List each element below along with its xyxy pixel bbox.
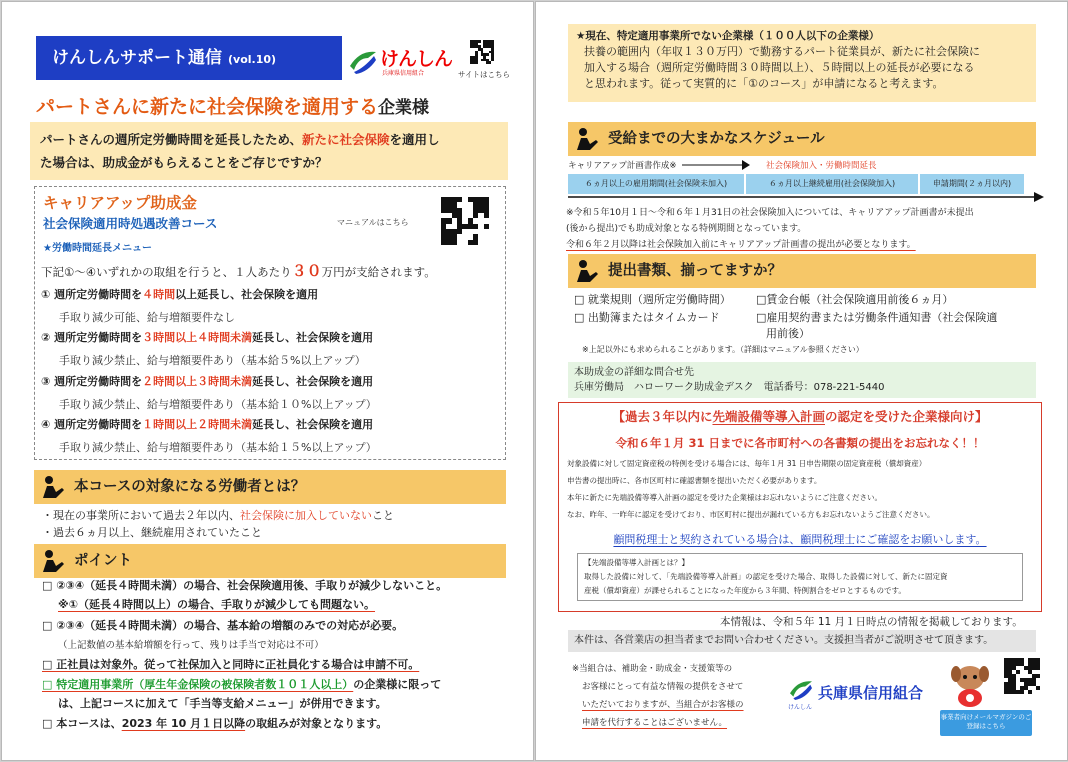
schedule-note-3: 令和６年２月以降は社会保険加入前にキャリアアップ計画書の提出が必要となります。 xyxy=(566,240,916,250)
contact-box: 本助成金の詳細な問合せ先 兵庫労働局 ハローワーク助成金デスク 電話番号：078-221-5440 xyxy=(568,362,1036,398)
point-2-note: （上記数値の基本給増額を行って、残りは手当で対応は不可） xyxy=(58,640,324,651)
schedule-note-1: ※令和５年10月１日～令和６年１月31日の社会保険加入については、キャリアアップ計画書が未提出 xyxy=(566,208,974,218)
arrow-right-icon xyxy=(682,160,752,170)
doc-4: □雇用契約書または労働条件通知書（社会保険適 xyxy=(756,311,998,324)
worker-icon xyxy=(574,258,600,284)
headline: パートさんに新たに社会保険を適用する企業様 xyxy=(36,96,430,118)
manual-qr-code[interactable] xyxy=(439,195,491,247)
phase-2: ６ヵ月以上継続雇用(社会保険加入) xyxy=(746,174,918,194)
doc-4-cont: 用前後） xyxy=(766,327,810,340)
item-2: ② 週所定労働時間を３時間以上４時間未満延長し、社会保険を適用 手取り減少禁止、給与増額要件あり（基本給５%以上アップ） xyxy=(41,331,374,367)
timeline-arrow-icon xyxy=(568,192,1046,202)
worker-icon xyxy=(40,548,66,574)
contact-branch-bar: 本件は、各営業店の担当者までお問い合わせください。支援担当者がご説明させて頂きます。 xyxy=(568,630,1036,652)
subsidy-title: キャリアアップ助成金 xyxy=(43,194,197,212)
disclaimer: ※当組合は、補助金・助成金・支援策等の お客様にとって有益な情報の提供をさせて いただいておりますが、当組合がお客様の 申請を代行することはございません。 xyxy=(572,664,744,728)
item-1: ① 週所定労働時間を４時間以上延長し、社会保険を適用 手取り減少可能、給与増額要件なし xyxy=(41,288,319,324)
small-logo-text: けんしん xyxy=(788,704,813,711)
point-1: □ ②③④（延長４時間未満）の場合、社会保険適用後、手取りが減少しないこと。 xyxy=(42,579,448,592)
target-heading: 本コースの対象になる労働者とは？ xyxy=(34,470,506,504)
phase-1: ６ヵ月以上の雇用期間(社会保険未加入) xyxy=(568,174,744,194)
course-title: 社会保険適用時処遇改善コース xyxy=(43,216,218,231)
point-3: □ 正社員は対象外。従って社保加入と同時に正社員化する場合は申請不可。 xyxy=(42,658,420,671)
definition-box: 【先端設備等導入計画とは？】 取得した設備に対して、「先端設備等導入計画」の認定を受けた場合、取得した設備に対して、新たに固定資 産税（償却資産）が課せられることになった年度から３年間、特例割合をゼロとするものです。 xyxy=(577,553,1023,601)
right-page xyxy=(535,1,1068,761)
non-specified-note: ★現在、特定適用事業所でない企業様（１００人以下の企業様） 扶養の範囲内（年収１３０万円）で勤務するパート従業員が、新たに社会保険に 加入する場合（週所定労働時間３０時間以上）、５時間以上の延長が必要になる と思われます。従って実質的に「①のコース」が申請になると考えます。 xyxy=(568,24,1036,102)
point-4: □ 特定適用事業所（厚生年金保険の被保険者数１０１人以上）の企業様に限って xyxy=(42,678,442,691)
kenshin-logo: けんしん 兵庫県信用組合 xyxy=(348,40,460,80)
schedule-heading: 受給までの大まかなスケジュール xyxy=(568,122,1036,156)
box-subtitle: 令和６年１月 31 日までに各市町村への各書類の提出をお忘れなく！！ xyxy=(615,436,985,450)
plan-label: キャリアアップ計画書作成※ xyxy=(568,161,677,171)
target-1: ・現在の事業所において過去２年以内、社会保険に加入していないこと xyxy=(42,509,394,522)
tax-advisor-note: 顧問税理士と契約されている場合は、顧問税理士にご確認をお願いします。 xyxy=(613,533,987,546)
worker-icon xyxy=(40,474,66,500)
doc-1: □ 就業規則（週所定労働時間） xyxy=(574,293,731,306)
info-date: 本情報は、令和５年 11 月１日時点の情報を掲載しております。 xyxy=(720,616,1023,628)
item-3: ③ 週所定労働時間を２時間以上３時間未満延長し、社会保険を適用 手取り減少禁止、給与増額要件あり（基本給１０%以上アップ） xyxy=(41,375,377,411)
menu-label: ★労働時間延長メニュー xyxy=(43,243,152,254)
worker-icon xyxy=(574,126,600,152)
subsidy-lead: 下記①～④いずれかの取組を行うと、１人あたり３０万円が支給されます。 xyxy=(41,262,436,280)
mailmag-qr-code[interactable] xyxy=(1002,656,1042,696)
advanced-equipment-box xyxy=(558,402,1042,612)
bank-name: 兵庫県信用組合 xyxy=(818,684,924,702)
phase-3: 申請期間(２ヵ月以内) xyxy=(920,174,1024,194)
kenshin-mark-icon xyxy=(788,678,814,700)
doc-3: □ 出勤簿またはタイムカード xyxy=(574,311,720,324)
mailmag-register-button[interactable]: 事業者向けメールマガジンのご登録はこちら xyxy=(940,710,1032,736)
mascot-icon xyxy=(944,660,996,708)
point-2: □ ②③④（延長４時間未満）の場合、基本給の増額のみでの対応が必要。 xyxy=(42,619,404,632)
site-qr-code[interactable] xyxy=(468,38,496,66)
docs-note: ※上記以外にも求められることがあります。（詳細はマニュアル参照ください） xyxy=(582,345,864,354)
box-body: 対象設備に対して固定資産税の特例を受ける場合には、毎年１月 31 日申告期限の固定資産税（償却資産） 申告書の提出時に、各市区町村に確認書類を提出いただく必要があります。 本年に新たに先端設備等導入計画の認定を受けた企業様はお忘れないようにご注意ください。 なお、昨年、一昨年に認定を受けており、市区町村に提出が漏れている方もお忘れないようご注意ください。 xyxy=(567,459,935,519)
manual-label: マニュアルはこちら xyxy=(337,218,409,227)
box-title: 【過去３年以内に先端設備等導入計画の認定を受けた企業様向け】 xyxy=(612,409,988,424)
point-4-cont: は、上記コースに加えて「手当等支給メニュー」が併用できます。 xyxy=(58,697,387,710)
site-link-label: サイトはこちら xyxy=(458,70,510,79)
point-5: □ 本コースは、2023 年 10 月１日以降の取組みが対象となります。 xyxy=(42,717,388,730)
target-2: ・過去６ヵ月以上、継続雇用されていたこと xyxy=(42,526,262,539)
subsidy-box xyxy=(34,186,506,460)
docs-heading: 提出書類、揃ってますか？ xyxy=(568,254,1036,288)
point-1-note: ※①（延長４時間以上）の場合、手取りが減少しても問題ない。 xyxy=(58,598,376,611)
left-page xyxy=(1,1,534,761)
schedule-note-2: (後から提出)でも助成対象となる特例期間となっています。 xyxy=(566,224,807,234)
newsletter-title: けんしんサポート通信 (vol.10) xyxy=(36,36,342,80)
item-4: ④ 週所定労働時間を１時間以上２時間未満延長し、社会保険を適用 手取り減少禁止、給与増額要件あり（基本給１５%以上アップ） xyxy=(41,418,377,454)
join-label: 社会保険加入・労働時間延長 xyxy=(766,161,877,171)
point-heading: ポイント xyxy=(34,544,506,578)
doc-2: □賃金台帳（社会保険適用前後６ヵ月） xyxy=(756,293,954,306)
intro-box: パートさんの週所定労働時間を延長したため、新たに社会保険を適用し た場合は、助成金がもらえることをご存じですか？ xyxy=(30,122,508,180)
kenshin-mark-icon xyxy=(348,48,378,74)
